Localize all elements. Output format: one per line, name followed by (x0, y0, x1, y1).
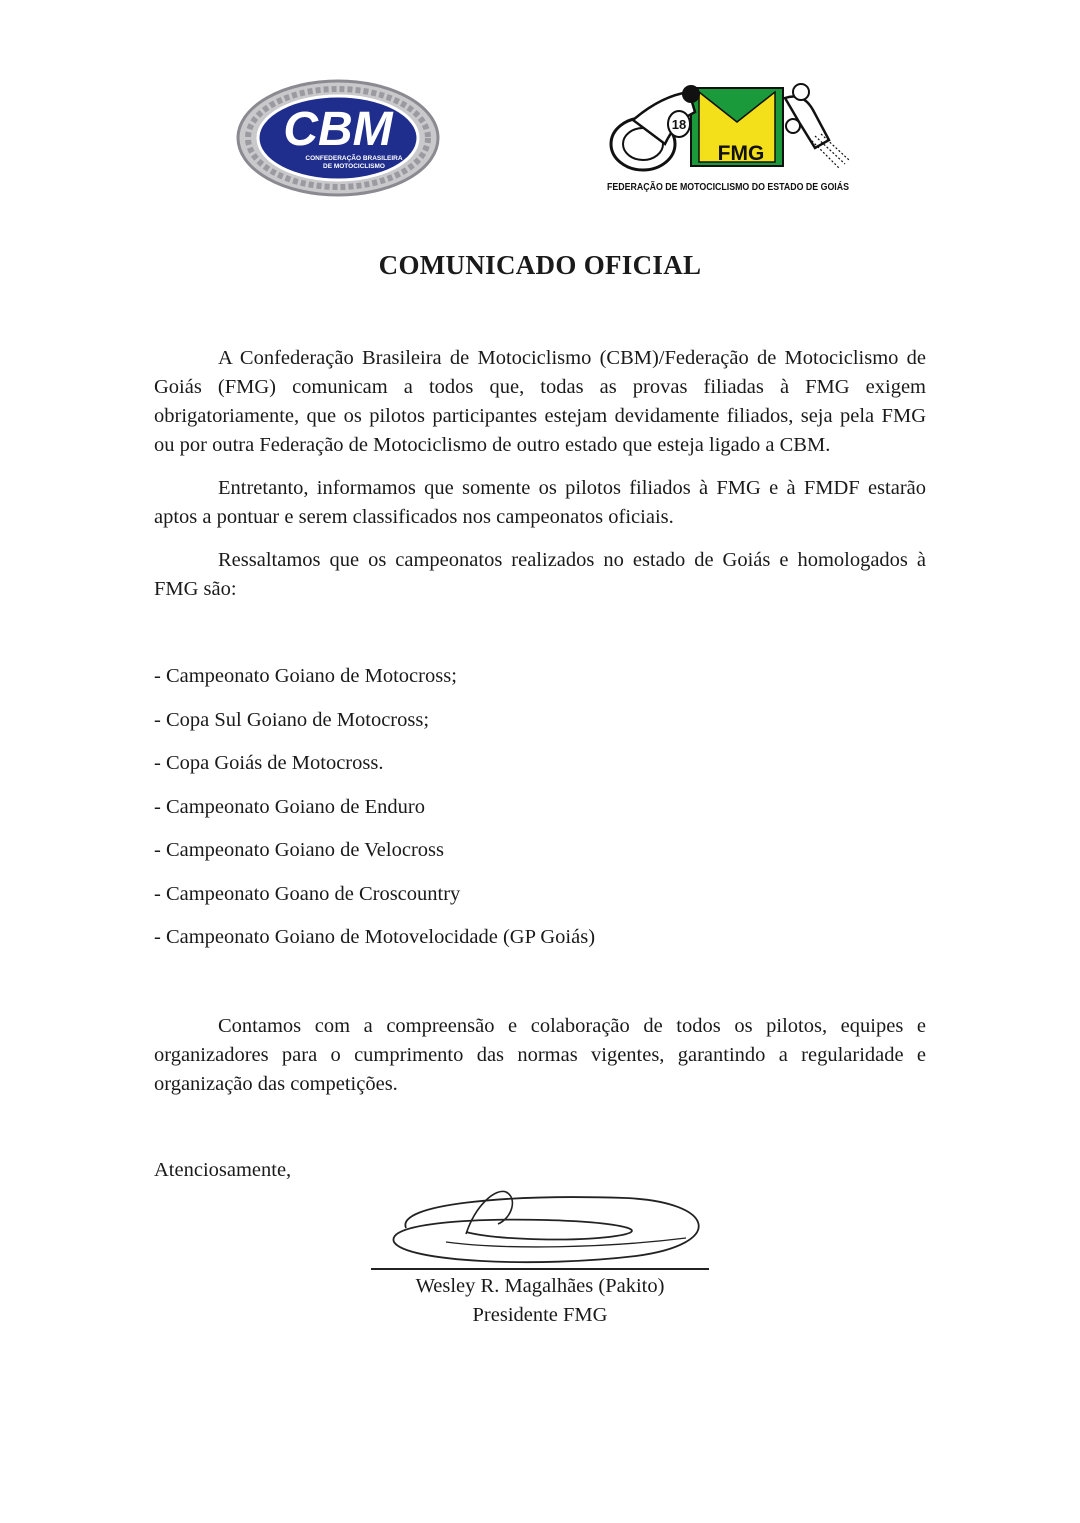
signer-name: Wesley R. Magalhães (Pakito) (415, 1275, 665, 1297)
list-item: - Campeonato Goiano de Motocross; (154, 665, 457, 687)
fmg-rider-number: 18 (671, 117, 687, 132)
paragraph-closing: Contamos com a compreensão e colaboração de todos os pilotos, equipes e organizadores para o cumprimento das normas vigentes, garantindo a regularidade e organização das competições. (154, 1015, 926, 1095)
page-title: COMUNICADO OFICIAL (378, 250, 702, 280)
paragraph-intro: A Confederação Brasileira de Motociclismo (CBM)/Federação de Motociclismo de Goiás (FMG) comunicam a todos que, todas as provas filiadas à FMG exigem obrigatoriamente, que os pilotos participantes estejam devidamente filiados, seja pela FMG ou por outra Federação de Motociclismo de outro estado que esteja ligado a CBM. (154, 347, 926, 456)
fmg-caption: FEDERAÇÃO DE MOTOCICLISMO DO ESTADO DE GOIÁS (607, 181, 896, 193)
list-item: - Campeonato Goiano de Velocross (154, 839, 444, 861)
list-item: - Campeonato Goiano de Enduro (154, 795, 425, 818)
signer-role: Presidente FMG (472, 1304, 608, 1326)
list-item: - Copa Goiás de Motocross. (154, 752, 384, 774)
handwritten-signature (386, 1184, 716, 1268)
fmg-logo (603, 78, 896, 196)
cbm-subtitle-1: CONFEDERAÇÃO BRASILEIRA (305, 155, 403, 162)
signature-line (371, 1268, 709, 1270)
cbm-acronym: CBM (283, 103, 393, 156)
list-item: - Campeonato Goano de Croscountry (154, 882, 461, 905)
list-item: - Campeonato Goiano de Motovelocidade (GP Goiás) (154, 926, 596, 948)
cbm-logo-graphic (236, 78, 440, 198)
cbm-subtitle-2: DE MOTOCICLISMO (323, 163, 385, 170)
fmg-logo-graphic (603, 78, 896, 196)
paragraph-championships-intro: Ressaltamos que os campeonatos realizados no estado de Goiás e homologados à FMG são: (154, 549, 926, 600)
signer-block (0, 1272, 1080, 1330)
paragraph-eligibility: Entretanto, informamos que somente os pilotos filiados à FMG e à FMDF estarão aptos a pontuar e serem classificados nos campeonatos oficiais. (154, 477, 926, 528)
cbm-logo (236, 78, 440, 198)
championship-list (154, 662, 595, 967)
body-paragraphs (154, 344, 926, 604)
list-item: - Copa Sul Goiano de Motocross; (154, 708, 430, 731)
regards-text: Atenciosamente, (154, 1159, 292, 1181)
fmg-acronym: FMG (717, 142, 765, 165)
